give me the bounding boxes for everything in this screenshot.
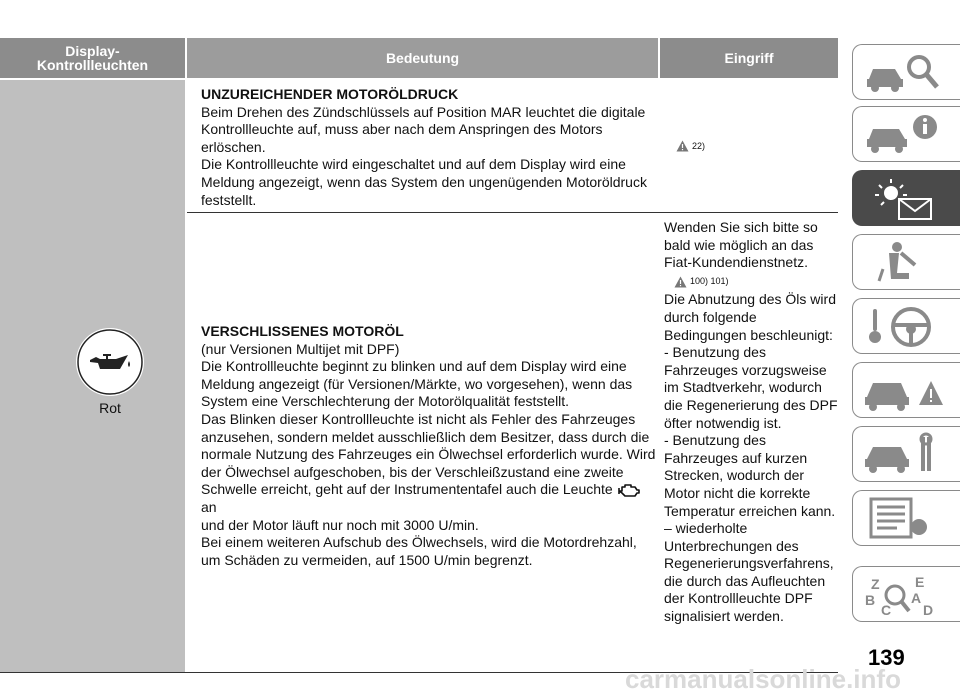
tab-index[interactable]	[852, 566, 960, 622]
oil-can-icon	[76, 328, 144, 396]
row-paragraph: Bei einem weiteren Aufschub des Ölwechsels, wird die Motordrehzahl, um Schäden zu vermeiden, auf 1500 U/min begrenzt.	[201, 534, 637, 568]
svg-text:E: E	[915, 574, 925, 590]
svg-text:A: A	[911, 590, 922, 606]
row-paragraph-end: an	[201, 498, 217, 515]
warning-triangle-icon	[676, 140, 689, 152]
row-paragraph: Das Blinken dieser Kontrollleuchte ist nicht als Fehler des Fahrzeuges anzusehen, sondern meldet ausschließlich dem Besitzer, dass durch die normale Nutzung des Fahrzeuges ein Ölwechsel erforderlich wurde. Wird der Ölwechsel aufgeschoben, bis der Verschleißzustand eine zweite Schwelle erreicht, geht auf der Instrumententafel auch die Leuchte	[201, 410, 656, 498]
action-text: Wenden Sie sich bitte so bald wie möglich an das Fiat-Kundendienstnetz.	[664, 219, 818, 271]
technical-data-icon	[861, 495, 951, 541]
tab-car-maintenance[interactable]	[852, 426, 960, 482]
car-search-icon	[861, 49, 951, 95]
warning-reference[interactable]	[674, 273, 842, 291]
row-paragraph: Die Kontrollleuchte wird eingeschaltet und auf dem Display wird eine Meldung angezeigt, wenn das System den ungenügenden Motoröldruck feststellt.	[201, 156, 647, 208]
car-maintenance-icon	[861, 431, 951, 477]
page-number: 139	[868, 645, 905, 670]
car-info-icon	[861, 111, 951, 157]
action-text: - Benutzung des Fahrzeuges auf kurzen Strecken, wodurch der Motor nicht die korrekte Temperatur erreichen kann.	[664, 432, 836, 519]
row-paragraph: und der Motor läuft nur noch mit 3000 U/min.	[201, 516, 479, 533]
action-text: Die Abnutzung des Öls wird durch folgende Bedingungen beschleunigt:	[664, 291, 836, 343]
table-header	[0, 38, 838, 78]
tab-airbag-seat[interactable]	[852, 234, 960, 290]
row-title: UNZUREICHENDER MOTORÖLDRUCK	[201, 86, 459, 102]
lamp-color-label: Rot	[99, 400, 121, 416]
steering-key-icon	[861, 303, 951, 349]
row-low-oil-pressure	[201, 86, 656, 209]
action-text: - Benutzung des Fahrzeuges vorzugsweise im Stadtverkehr, wodurch die Regenerierung des DPF öfter notwendig ist.	[664, 344, 838, 431]
warning-triangle-icon	[674, 276, 687, 288]
row-title: VERSCHLISSENES MOTORÖL	[201, 323, 404, 339]
svg-text:Z: Z	[871, 576, 880, 592]
warning-ref-number: 22)	[692, 141, 706, 151]
row-paragraph: Beim Drehen des Zündschlüssels auf Position MAR leuchtet die digitale Kontrollleuchte auf, muss aber nach dem Anspringen des Motors erlöschen.	[201, 103, 646, 155]
tab-car-info[interactable]	[852, 106, 960, 162]
engine-check-icon	[617, 483, 641, 499]
warning-reference[interactable]	[676, 140, 705, 152]
header-meaning: Bedeutung	[187, 38, 658, 78]
svg-text:B: B	[865, 592, 876, 608]
index-icon	[861, 571, 951, 617]
row-divider	[187, 212, 838, 213]
row-worn-engine-oil	[201, 323, 656, 569]
watermark: carmanualsonline.info	[625, 664, 901, 694]
tab-steering-key[interactable]	[852, 298, 960, 354]
tab-warning-lights[interactable]	[852, 170, 960, 226]
car-breakdown-icon	[861, 367, 951, 413]
action-text: – wiederholte Unterbrechungen des Regenerierungsverfahrens, die durch das Aufleuchten der Kontrollleuchte DPF signalisiert werden.	[664, 520, 834, 625]
header-action: Eingriff	[660, 38, 838, 78]
tab-car-breakdown[interactable]	[852, 362, 960, 418]
tab-technical-data[interactable]	[852, 490, 960, 546]
row-paragraph: (nur Versionen Multijet mit DPF)	[201, 340, 400, 357]
airbag-seat-icon	[861, 239, 951, 285]
header-display-lights: Display- Kontrollleuchten	[0, 38, 185, 78]
tab-car-search[interactable]	[852, 44, 960, 100]
row-action	[664, 219, 842, 626]
svg-text:C: C	[881, 602, 892, 617]
warning-ref-number: 100) 101)	[690, 275, 729, 286]
svg-text:D: D	[923, 602, 934, 617]
warning-lights-icon	[861, 175, 951, 221]
row-paragraph: Die Kontrollleuchte beginnt zu blinken und auf dem Display wird eine Meldung angezeigt (für Versionen/Märkte, wo vorgesehen), wenn das System eine Verschlechterung der Motorölqualität feststellt.	[201, 358, 633, 410]
